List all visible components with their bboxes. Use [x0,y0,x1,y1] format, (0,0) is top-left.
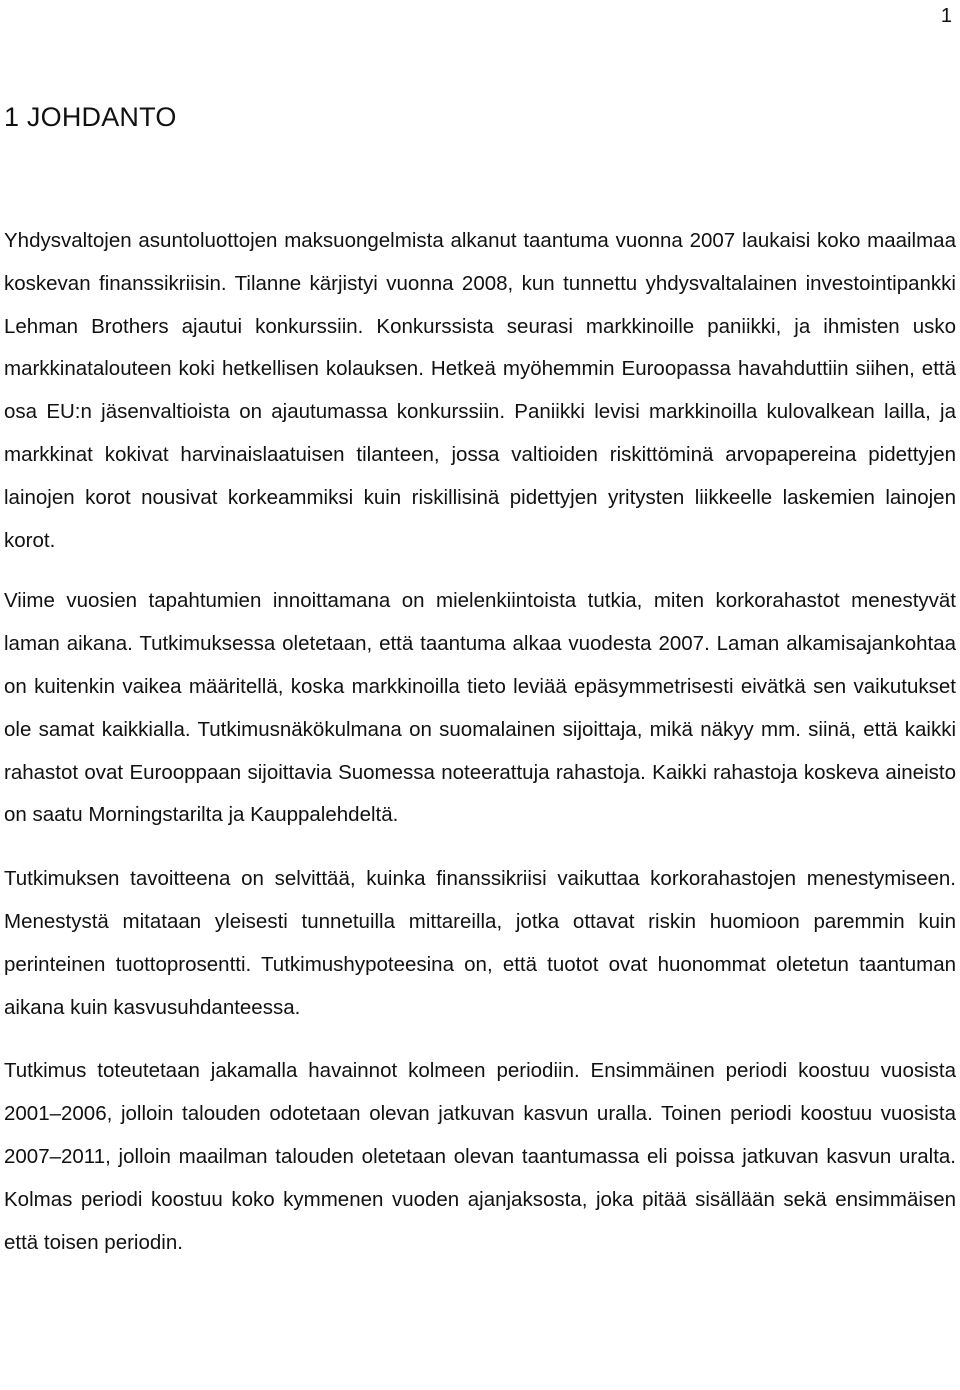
paragraph-introduction: Yhdysvaltojen asuntoluottojen maksuongelmista alkanut taantuma vuonna 2007 laukaisi koko maailmaa koskevan finanssikriisin. Tilanne kärjistyi vuonna 2008, kun tunnettu yhdysvaltalainen investointipankki Lehman Brothers ajautui konkurssiin. Konkurssista seurasi markkinoille paniikki, ja ihmisten usko markkinatalouteen koki hetkellisen kolauksen. Hetkeä myöhemmin Euroopassa havahduttiin siihen, että osa EU:n jäsenvaltioista on ajautumassa konkurssiin. Paniikki levisi markkinoilla kulovalkean lailla, ja markkinat kokivat harvinaislaatuisen tilanteen, jossa valtioiden riskittöminä arvopapereina pidettyjen lainojen korot nousivat korkeammiksi kuin riskillisinä pidettyjen yritysten liikkeelle laskemien lainojen korot. [4,229,956,552]
paragraph-research-goal: Tutkimuksen tavoitteena on selvittää, kuinka finanssikriisi vaikuttaa korkorahastojen menestymiseen. Menestystä mitataan yleisesti tunnetuilla mittareilla, jotka ottavat riskin huomioon paremmin kuin perinteinen tuottoprosentti. Tutkimushypoteesina on, että tuotot ovat huonommat oletetun taantuman aikana kuin kasvusuhdanteessa. [4,867,956,1019]
paragraph-research-context: Viime vuosien tapahtumien innoittamana on mielenkiintoista tutkia, miten korkorahastot menestyvät laman aikana. Tutkimuksessa oletetaan, että taantuma alkaa vuodesta 2007. Laman alkamisajankohtaa on kuitenkin vaikea määritellä, koska markkinoilla tieto leviää epäsymmetrisesti eivätkä sen vaikutukset ole samat kaikkialla. Tutkimusnäkökulmana on suomalainen sijoittaja, mikä näkyy mm. siinä, että kaikki rahastot ovat Eurooppaan sijoittavia Suomessa noteerattuja rahastoja. Kaikki rahastoja koskeva aineisto on saatu Morningstarilta ja Kauppalehdeltä. [4,589,956,827]
page-number: 1 [940,5,952,27]
body-text [4,220,956,1282]
chapter-heading: 1 JOHDANTO [4,102,177,132]
paragraph-research-periods: Tutkimus toteutetaan jakamalla havainnot kolmeen periodiin. Ensimmäinen periodi koostuu vuosista 2001–2006, jolloin talouden odotetaan olevan jatkuvan kasvun uralla. Toinen periodi koostuu vuosista 2007–2011, jolloin maailman talouden oletetaan olevan taantumassa eli poissa jatkuvan kasvun uralta. Kolmas periodi koostuu koko kymmenen vuoden ajanjaksosta, joka pitää sisällään sekä ensimmäisen että toisen periodin. [4,1059,956,1254]
